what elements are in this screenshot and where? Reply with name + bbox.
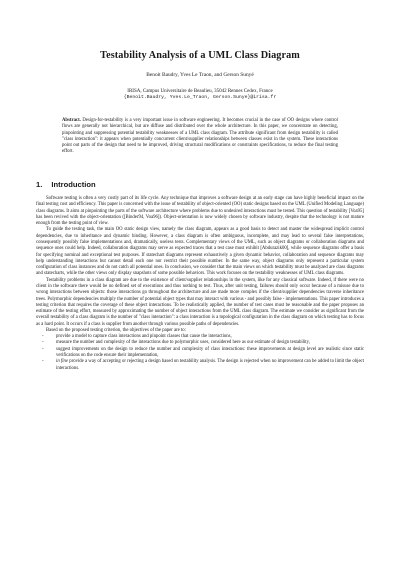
section-number: 1.	[36, 180, 43, 189]
objectives-list	[36, 334, 364, 372]
abstract-label: Abstract.	[62, 118, 81, 123]
paper-title: Testability Analysis of a UML Class Diagram	[100, 50, 300, 61]
paragraph: Testability problems in a class diagram are due to the existence of client/supplier relationships in the system, like for any classical software. Indeed, if there were no client in the software there would be no defined set of executions and thus nothing to test. Thus, after unit testing, failures should only occur because of a misuse due to wrong interactions between objects: those interactions go throughout the architecture and are made more complex if the client/supplier dependencies traverse inheritance trees. Polymorphic dependencies multiply the number of potential object types that may interact with various - and possibly false - implementations. This paper introduces a testing criterion that requires the coverage of these object interactions. To be realistically applied, the number of test cases must be reasonable and the paper proposes an estimate of the testing effort, measured by approximating the number of object interactions from the UML class diagram. The estimate we consider as significant from the overall testability of a class diagram is the number of "class interaction": a class interaction is a topological configuration in the class diagram on which testing has to focus as a hard point. It occurs if a class is supplier from another through various possible paths of dependencies.	[36, 277, 364, 327]
list-item-text: provide a way of accepting or rejecting a design based on testability analysis. The design is rejected when no improvement can be added to limit the object interactions.	[56, 359, 364, 371]
emphasis: in fine	[56, 359, 69, 365]
section-body	[36, 196, 364, 372]
paragraph: To guide the testing task, the main OO static design view, namely the class diagram, appears as a good basis to detect and master the widespread implicit control dependencies, due to inheritance and dynamic binding. However, a class diagram is often ambiguous, incomplete, and may lead to several false interpretations, consequently possibly false implementations and, dramatically, useless tests. Complementary views of the UML, such as object diagrams or collaboration diagrams and sequence ones could help. Indeed, collaboration diagrams may serve as expected traces that a test case must exhibit [Abdurazik00], while sequence diagrams offer a basis for specifying nominal and exceptional test purposes. If statechart diagrams represent exhaustively a given dynamic behavior, collaboration and sequence diagrams may help understanding interactions but cannot detail each one nor restrict their possible number. In the same way, object diagrams only represent a particular system configuration of class instances and do not catch all potential ones. In conclusion, we consider that the main views on which testability must be analyzed are class diagrams and statecharts, while the other views only display snapshots of some possible behaviors. This work focuses on the testability weaknesses of UML class diagrams.	[36, 227, 364, 277]
abstract	[62, 118, 338, 156]
section-title: Introduction	[51, 180, 96, 189]
list-intro: Based on the proposed testing criterion, the objectives of the paper are to:	[46, 327, 186, 333]
list-item: - suggest improvements on the design to reduce the number and complexity of class interactions: these improvements at design level are realistic since static verifications on the code ensure their implementation,	[56, 347, 364, 360]
paragraph: Software testing is often a very costly part of its life cycle. Any technique that improves a software design at an early stage can have highly beneficial impact on the final testing cost and efficiency. This paper is concerned with the issue of testability of object-oriented (OO) static designs based on the UML (Unified Modeling Language) class diagrams. It aims at pinpointing the parts of the software architecture where problems due to undesired interactions must be tested. This question of testability [Voa95] has been revived with the object-orientation ([Binder94, Voa96]). Object-orientation is now widely chosen by software industry, despite that the technology is not mature enough from the testing point of view.	[36, 196, 364, 227]
list-item: - provide a model to capture class interactions and pinpoint classes that cause the interactions,	[56, 334, 364, 340]
list-item: - measure the number and complexity of the interactions due to polymorphic uses, considered here as our estimate of design testability,	[56, 340, 364, 346]
author-emails: {Benoit.Baudry, Yves.Le_Traon, Gerson.Sunye}@irisa.fr	[123, 95, 277, 100]
author-list: Benoit Baudry, Yves Le Traon, and Gerson Sunyé	[146, 72, 254, 78]
list-item	[56, 359, 364, 372]
section-heading	[36, 180, 96, 189]
affiliation: IRISA, Campus Universitaire de Beaulieu, 35042 Rennes Cedex, France	[127, 89, 273, 94]
abstract-text: Design-for-testability is a very important issue in software engineering. It becomes crucial in the case of OO designs where control flows are generally not hierarchical, but are diffuse and distributed over the whole architecture. In this paper, we concentrate on detecting, pinpointing and suppressing potential testability weaknesses of a UML class diagram. The attribute significant from design testability is called "class interaction": it appears when potentially concurrent client/supplier relationships between classes exist in the system. These interactions point out parts of the design that need to be improved, driving structural modifications or constraints specifications, to reduce the final testing effort.	[62, 118, 338, 155]
